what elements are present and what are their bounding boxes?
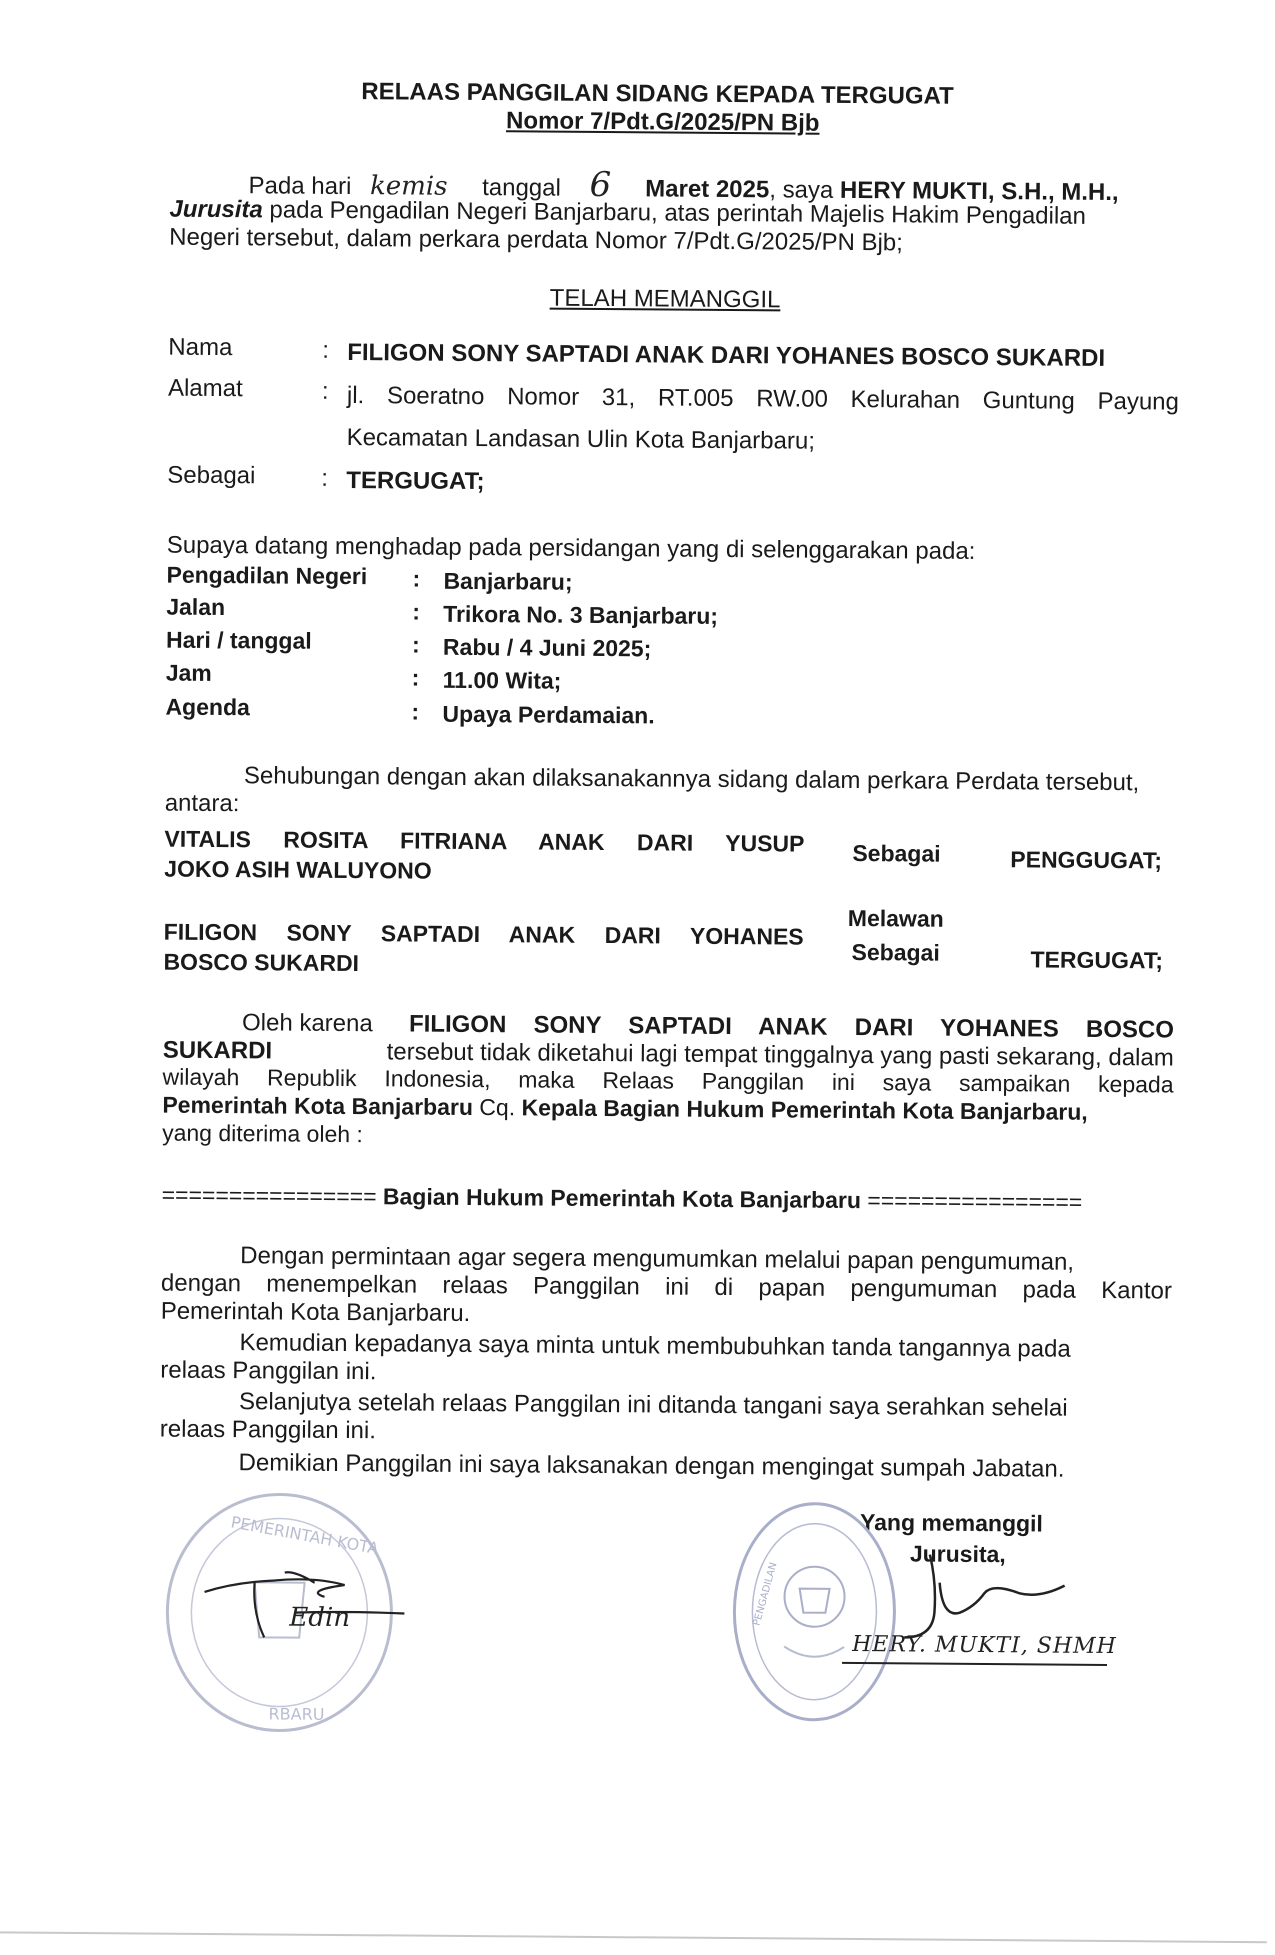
svg-text:PEMERINTAH KOTA: PEMERINTAH KOTA — [229, 1512, 381, 1559]
hearing-intro: Supaya datang menghadap pada persidangan yang di selenggarakan pada: — [166, 531, 976, 565]
jurusita-name: HERY MUKTI, S.H., M.H., — [839, 176, 1119, 207]
closing-p3-line-2: relaas Panggilan ini. — [159, 1415, 377, 1445]
hearing-value-date: Rabu / 4 Juni 2025; — [442, 633, 652, 662]
nama-colon: : — [322, 336, 330, 364]
case-number: Nomor 7/Pdt.G/2025/PN Bjb — [506, 107, 820, 137]
closing-p2-line-1: Kemudian kepadanya saya minta untuk membubuhkan tanda tangannya pada — [239, 1329, 1071, 1363]
handwritten-day: kemis — [369, 171, 448, 202]
left-rule: ================ — [161, 1181, 377, 1210]
handwritten-date: 6 — [589, 164, 612, 206]
defendant-name-inline-2: SUKARDI — [162, 1036, 273, 1065]
parties-intro-line-1: Sehubungan dengan akan dilaksanakannya sidang dalam perkara Perdata tersebut, — [243, 762, 1140, 797]
jurusita-handwritten-name: HERY. MUKTI, SHMH — [852, 1632, 1117, 1660]
alamat-line-1: jl. Soeratno Nomor 31, RT.005 RW.00 Kelurahan Guntung Payung — [346, 381, 1180, 416]
hearing-value-time: 11.00 Wita; — [442, 666, 562, 694]
reason-line-2-text: tersebut tidak diketahui lagi tempat tinggalnya yang pasti sekarang, dalam — [386, 1038, 1174, 1072]
saya-label: , saya — [769, 176, 834, 204]
alamat-line-2: Kecamatan Landasan Ulin Kota Banjarbaru; — [346, 423, 816, 455]
hearing-label-court: Pengadilan Negeri — [166, 561, 368, 590]
reason-line-3: wilayah Republik Indonesia, maka Relaas Panggilan ini saya sampaikan kepada — [162, 1063, 1174, 1098]
sebagai-colon: : — [321, 464, 329, 492]
closing-p3-line-1: Selanjutya setelah relaas Panggilan ini ditanda tangani saya serahkan sehelai — [238, 1388, 1068, 1422]
plaintiff-name-line-2: JOKO ASIH WALUYONO — [164, 855, 432, 884]
nama-value: FILIGON SONY SAPTADI ANAK DARI YOHANES BOSCO SUKARDI — [347, 338, 1106, 372]
plaintiff-sebagai: Sebagai — [852, 839, 941, 867]
jurusita-title: Jurusita — [169, 195, 263, 224]
defendant-sebagai: Sebagai — [851, 938, 940, 966]
hearing-colon: : — [411, 664, 420, 691]
hearing-label-date: Hari / tanggal — [165, 626, 312, 654]
nama-label: Nama — [168, 333, 233, 362]
intro-line-3: Negeri tersebut, dalam perkara perdata Nomor 7/Pdt.G/2025/PN Bjb; — [169, 223, 903, 257]
government-name: Pemerintah Kota Banjarbaru — [162, 1091, 474, 1121]
hearing-colon: : — [412, 565, 421, 592]
parties-intro-line-2: antara: — [164, 789, 240, 818]
plaintiff-name-line-1: VITALIS ROSITA FITRIANA ANAK DARI YUSUP — [164, 825, 805, 857]
intro-line-2-text: pada Pengadilan Negeri Banjarbaru, atas perintah Majelis Hakim Pengadilan — [269, 196, 1087, 230]
hearing-colon: : — [412, 598, 421, 625]
defendant-role: TERGUGAT; — [1030, 946, 1164, 974]
hearing-label-agenda: Agenda — [165, 693, 250, 721]
melawan-label: Melawan — [847, 904, 944, 932]
cq-label: Cq. — [479, 1094, 516, 1121]
receiver-line — [162, 1182, 1083, 1216]
sebagai-value: TERGUGAT; — [346, 466, 485, 496]
jurusita-label: Jurusita, — [909, 1540, 1006, 1568]
receiver-handwritten-name: Edin — [289, 1602, 351, 1634]
closing-p1-line-2: dengan menempelkan relaas Panggilan ini di papan pengumuman pada Kantor — [160, 1269, 1173, 1305]
closing-p1-line-1: Dengan permintaan agar segera mengumumkan melalui papan pengumuman, — [240, 1242, 1075, 1276]
alamat-colon: : — [321, 377, 329, 405]
hearing-colon: : — [411, 631, 420, 658]
document-title: RELAAS PANGGILAN SIDANG KEPADA TERGUGAT — [361, 78, 954, 110]
hearing-value-agenda: Upaya Perdamaian. — [442, 700, 655, 729]
svg-text:RBARU: RBARU — [268, 1704, 325, 1724]
plaintiff-role: PENGGUGAT; — [1010, 846, 1163, 874]
defendant-name-line-1: FILIGON SONY SAPTADI ANAK DARI YOHANES — [163, 918, 804, 950]
svg-text:PENGADILAN: PENGADILAN — [751, 1561, 780, 1628]
reason-prefix: Oleh karena — [241, 1009, 373, 1038]
hearing-value-street: Trikora No. 3 Banjarbaru; — [443, 600, 719, 629]
yang-memanggil-label: Yang memanggil — [860, 1509, 1043, 1537]
month-year: Maret 2025 — [645, 175, 770, 204]
sebagai-label: Sebagai — [167, 461, 256, 490]
alamat-label: Alamat — [167, 374, 243, 403]
tanggal-label: tanggal — [482, 174, 562, 202]
defendant-name-line-2: BOSCO SUKARDI — [163, 948, 360, 977]
pada-hari-label: Pada hari — [248, 172, 352, 201]
hearing-label-time: Jam — [165, 659, 212, 686]
closing-p2-line-2: relaas Panggilan ini. — [160, 1356, 377, 1386]
hearing-label-street: Jalan — [166, 593, 226, 621]
receiver-name: Bagian Hukum Pemerintah Kota Banjarbaru — [382, 1183, 862, 1214]
closing-p1-line-3: Pemerintah Kota Banjarbaru. — [160, 1297, 471, 1327]
right-rule: ================ — [867, 1187, 1083, 1215]
defendant-name-inline: FILIGON SONY SAPTADI ANAK DARI YOHANES BOSCO — [408, 1010, 1175, 1044]
reason-line-5: yang diterima oleh : — [162, 1119, 363, 1148]
legal-department-name: Kepala Bagian Hukum Pemerintah Kota Banjarbaru, — [521, 1094, 1088, 1125]
page-bottom-rule — [0, 1931, 1267, 1943]
hearing-value-court: Banjarbaru; — [443, 567, 573, 595]
closing-p4: Demikian Panggilan ini saya laksanakan dengan mengingat sumpah Jabatan. — [238, 1449, 1065, 1483]
hearing-colon: : — [411, 698, 420, 725]
summoned-heading: TELAH MEMANGGIL — [549, 284, 781, 314]
